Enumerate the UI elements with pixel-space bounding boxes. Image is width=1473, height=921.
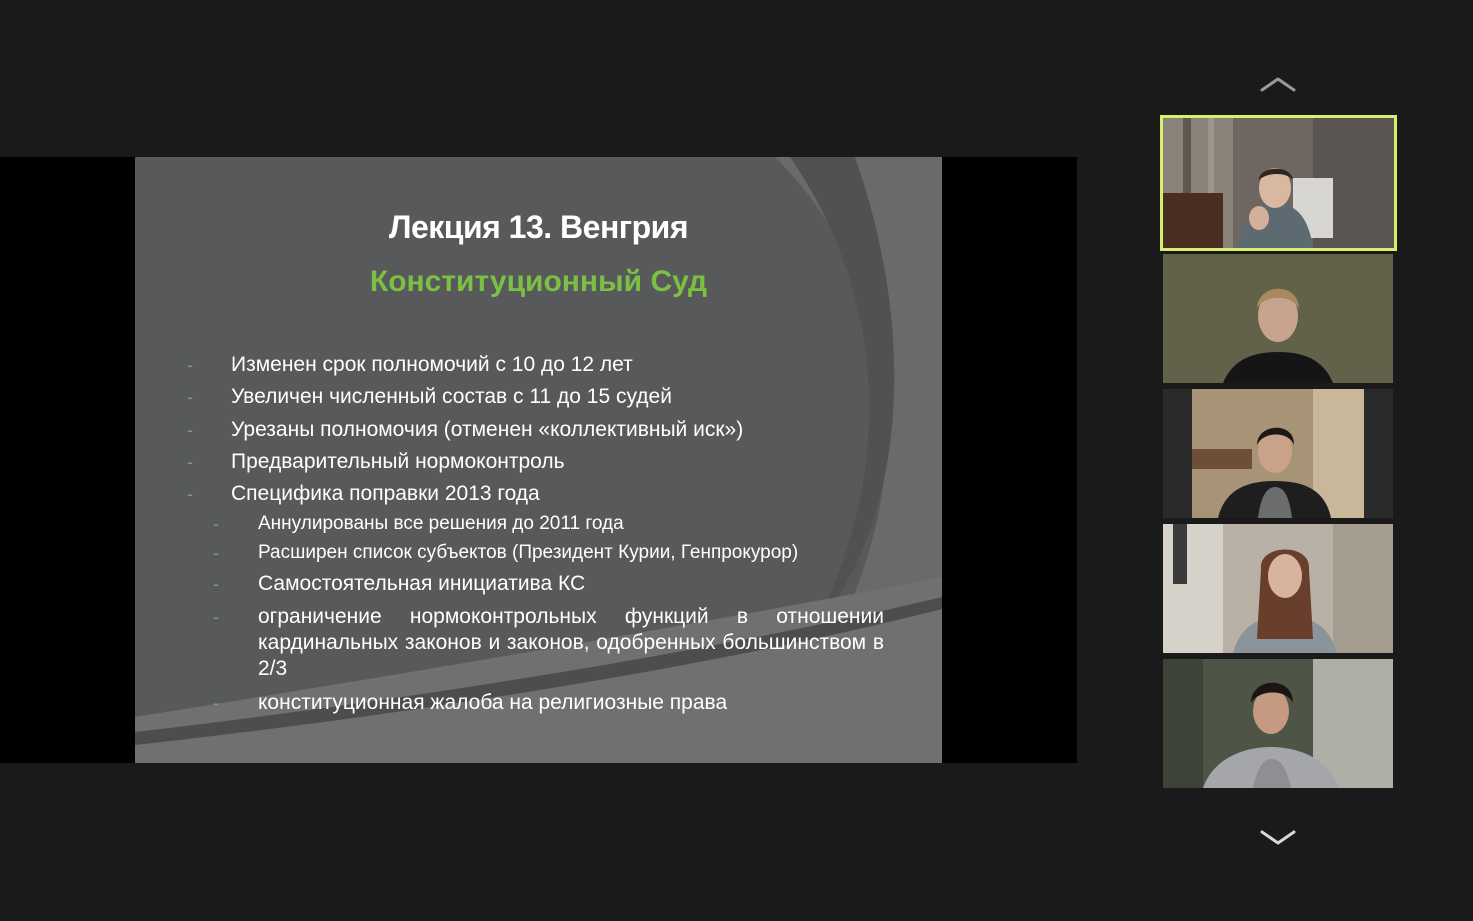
bullet-marker: - [187,452,193,472]
bullet-marker: - [213,607,219,627]
bullet-text: Изменен срок полномочий с 10 до 12 лет [231,353,633,376]
gallery-scroll-down-button[interactable] [1258,826,1298,850]
participant-video [1163,118,1394,248]
video-tile[interactable] [1163,659,1393,788]
participant-video [1163,659,1393,788]
bullet-text: Увеличен численный состав с 11 до 15 судей [231,385,672,408]
gallery-scroll-up-button[interactable] [1258,72,1298,96]
sub-bullet-item [213,540,799,566]
slide-title: Лекция 13. Венгрия [389,209,688,245]
bullet-marker: - [213,574,219,594]
bullet-item [187,417,744,443]
bullet-marker: - [187,355,193,375]
chevron-up-icon [1260,76,1296,92]
video-tile[interactable] [1163,389,1393,518]
chevron-down-icon [1260,830,1296,846]
participant-gallery [1158,60,1400,860]
sub-bullet-text: ограничение нормоконтрольных функций в отношении кардинальных законов и законов, одобренных большинством в 2/3 [258,605,884,680]
screen-share-area[interactable] [0,157,1077,763]
sub-bullet-text: Аннулированы все решения до 2011 года [258,513,624,534]
sub-bullet-item [213,511,624,537]
video-tile[interactable] [1163,524,1393,653]
bullet-item [187,352,633,378]
bullet-marker: - [213,543,219,563]
bullet-item [187,384,672,410]
participant-video [1163,524,1393,653]
participant-video [1163,254,1393,383]
bullet-text: Урезаны полномочия (отменен «коллективный иск») [231,418,744,441]
presentation-slide [135,157,942,763]
bullet-item [187,449,565,475]
participant-video [1163,389,1393,518]
bullet-marker: - [187,420,193,440]
sub-bullet-text: Расширен список субъектов (Президент Курии, Генпрокурор) [258,542,799,563]
sub-bullet-text: Самостоятельная инициатива КС [258,572,586,595]
sub-bullet-item [213,690,728,716]
bullet-marker: - [187,484,193,504]
video-tile-active-speaker[interactable] [1160,115,1397,251]
bullet-text: Предварительный нормоконтроль [231,450,565,473]
slide-subtitle: Конституционный Суд [369,265,708,298]
bullet-marker: - [213,514,219,534]
bullet-marker: - [213,693,219,713]
video-tile[interactable] [1163,254,1393,383]
sub-bullet-item [213,571,586,597]
sub-bullet-text: конституционная жалоба на религиозные права [258,691,728,714]
sub-bullet-item [213,604,884,682]
bullet-text: Специфика поправки 2013 года [231,482,540,505]
bullet-marker: - [187,387,193,407]
bullet-item [187,481,540,507]
